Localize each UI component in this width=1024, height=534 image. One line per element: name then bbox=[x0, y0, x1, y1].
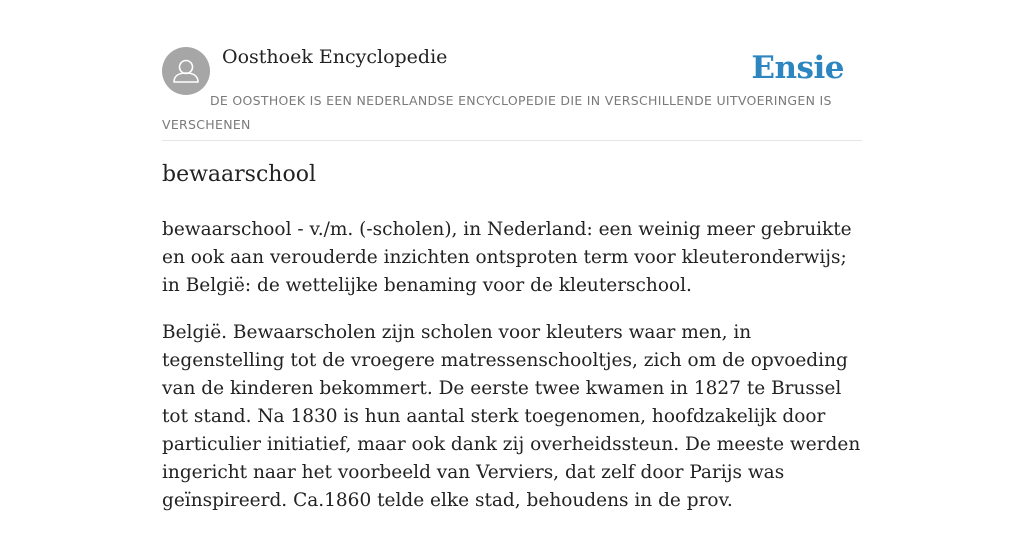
page-container bbox=[162, 0, 862, 511]
user-avatar-icon[interactable] bbox=[162, 47, 210, 95]
site-name-link[interactable]: Oosthoek Encyclopedie bbox=[222, 46, 448, 68]
entry-title: bewaarschool bbox=[162, 162, 316, 187]
brand-logo-link[interactable]: Ensie bbox=[751, 50, 844, 86]
site-header bbox=[162, 0, 862, 141]
entry-body bbox=[162, 216, 864, 534]
site-subtitle: DE OOSTHOEK IS EEN NEDERLANDSE ENCYCLOPEDIE DIE IN VERSCHILLENDE UITVOERINGEN IS VERSCHENEN bbox=[162, 93, 832, 132]
entry-paragraph: België. Bewaarscholen zijn scholen voor kleuters waar men, in tegenstelling tot de vroegere matressenschooltjes, zich om de opvoeding van de kinderen bekommert. De eerste twee kwamen in 1827 te Brussel tot stand. Na 1830 is hun aantal sterk toegenomen, hoofdzakelijk door particulier initiatief, maar ook dank zij overheidssteun. De meeste werden ingericht naar het voorbeeld van Verviers, dat zelf door Parijs was geïnspireerd. Ca.1860 telde elke stad, behoudens in de prov. bbox=[162, 322, 861, 511]
entry-paragraph: bewaarschool - v./m. (-scholen), in Nederland: een weinig meer gebruikte en ook aan verouderde inzichten ontsproten term voor kleuteronderwijs; in België: de wettelijke benaming voor de kleuterschool. bbox=[162, 219, 852, 296]
